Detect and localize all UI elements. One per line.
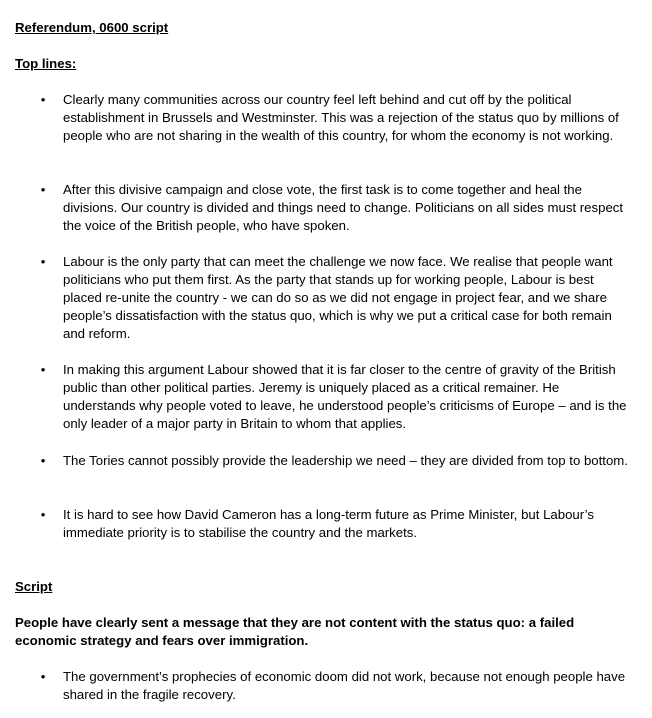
bullet-icon: •: [40, 669, 46, 684]
document-title: Referendum, 0600 script: [15, 20, 169, 35]
script-item-text: The government’s prophecies of economic doom did not work, because not enough people have shared in the fragile recovery.: [63, 669, 626, 702]
bullet-icon: •: [40, 254, 46, 269]
top-lines-heading: Top lines:: [15, 56, 77, 71]
bullet-icon: •: [40, 362, 46, 377]
script-heading: Script: [15, 579, 53, 594]
top-line-text: After this divisive campaign and close vote, the first task is to come together and heal the divisions. Our country is divided and things need to change. Politicians on all sides must respect the voice of the British people, who have spoken.: [63, 182, 624, 233]
script-lead-paragraph: People have clearly sent a message that they are not content with the status quo: a failed economic strategy and fears over immigration.: [15, 615, 575, 648]
top-line-text: In making this argument Labour showed that it is far closer to the centre of gravity of the British public than other political parties. Jeremy is uniquely placed as a critical remainer. He understands why people voted to leave, he understood people’s criticisms of Europe – and is the only leader of a major party in Britain to whom that applies.: [63, 362, 627, 431]
top-line-text: Clearly many communities across our country feel left behind and cut off by the political establishment in Brussels and Westminster. This was a rejection of the status quo by millions of people who are not sharing in the wealth of this country, for whom the economy is not working.: [63, 92, 619, 143]
top-line-text: Labour is the only party that can meet the challenge we now face. We realise that people want politicians who put them first. As the party that stands up for working people, Labour is best placed re-unite the country - we can do so as we did not engage in project fear, and we share people’s dissatisfaction with the status quo, which is why we put a critical case for both remain and reform.: [63, 254, 613, 341]
top-line-text: It is hard to see how David Cameron has a long-term future as Prime Minister, but Labour’s immediate priority is to stabilise the country and the markets.: [63, 507, 594, 540]
bullet-icon: •: [40, 507, 46, 522]
bullet-icon: •: [40, 92, 46, 107]
bullet-icon: •: [40, 182, 46, 197]
top-line-text: The Tories cannot possibly provide the leadership we need – they are divided from top to bottom.: [63, 453, 628, 468]
bullet-icon: •: [40, 453, 46, 468]
